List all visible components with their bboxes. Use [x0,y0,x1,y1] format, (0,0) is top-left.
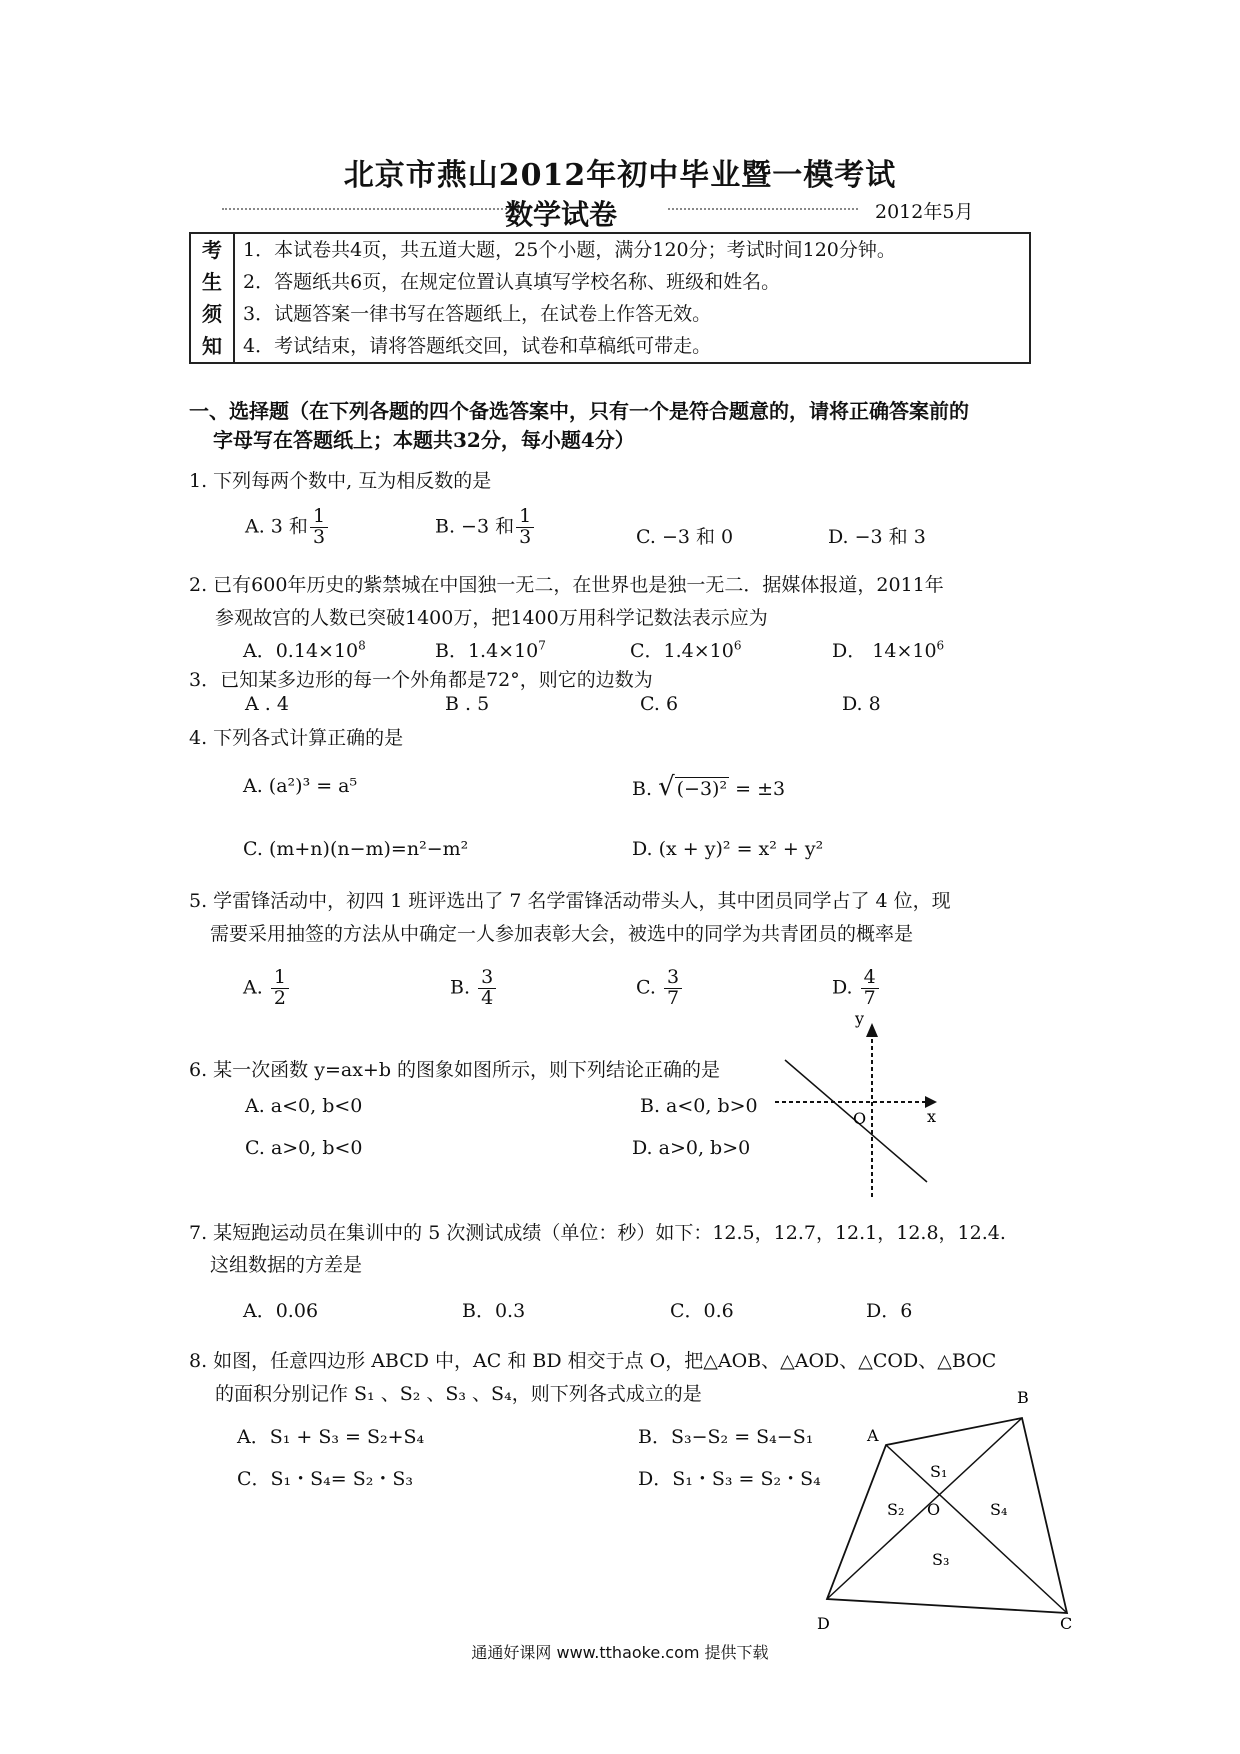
quadrilateral-outline [827,1418,1067,1613]
dotted-line-right [668,208,858,210]
fraction: $\frac{1}{3}$ [516,507,534,548]
option-label: B. −3 和 [435,515,515,538]
question-8-option-a: A．S₁ + S₃ = S₂+S₄ [237,1426,425,1448]
question-4-stem: 4. 下列各式计算正确的是 [189,727,404,749]
notice-item: 1．本试卷共4页，共五道大题，25个小题，满分120分；考试时间120分钟。 [243,239,896,261]
question-4-option-c: C. (m+n)(n−m)=n²−m² [243,838,469,860]
question-5-option-a: A. $\frac{1}{2}$ [243,968,289,1009]
notice-item: 3．试题答案一律书写在答题纸上，在试卷上作答无效。 [243,303,712,325]
sqrt-sign: √ [658,772,675,802]
question-2-stem-line2: 参观故宫的人数已突破1400万，把1400万用科学记数法表示应为 [215,607,768,629]
option-label: A. 3 和 [245,515,308,538]
vertex-d-label: D [817,1614,830,1630]
vertex-c-label: C [1060,1614,1073,1630]
question-6-stem: 6. 某一次函数 y=ax+b 的图象如图所示，则下列结论正确的是 [189,1059,721,1081]
origin-label: O [853,1109,867,1128]
question-3-option-a: A . 4 [245,693,289,715]
question-1-option-c: C. −3 和 0 [636,526,734,548]
question-4-option-a: A. (a²)³ = a⁵ [243,775,358,797]
notice-item: 4．考试结束，请将答题纸交回，试卷和草稿纸可带走。 [243,335,712,357]
question-2-option-d: D． $14\times 10^6$ [832,638,945,662]
question-8-option-b: B．S₃−S₂ = S₄−S₁ [638,1426,814,1448]
question-1-option-a [245,507,328,548]
question-7-option-c: C．0.6 [670,1300,734,1322]
question-1-option-d: D. −3 和 3 [828,526,926,548]
fraction: $\frac{3}{7}$ [664,968,682,1009]
question-6-option-c: C. a>0, b<0 [245,1137,363,1159]
section-heading-line2: 字母写在答题纸上；本题共32分，每小题4分） [213,428,635,452]
question-7-stem-line1: 7. 某短跑运动员在集训中的 5 次测试成绩（单位：秒）如下：12.5，12.7，12.1，12.8，12.4. [189,1222,1006,1244]
question-1-stem: 1. 下列每两个数中, 互为相反数的是 [189,470,492,492]
question-5-option-b: B. $\frac{3}{4}$ [450,968,496,1009]
question-7-option-b: B．0.3 [462,1300,526,1322]
notice-label-char: 知 [202,334,222,358]
exam-main-title: 北京市燕山2012年初中毕业暨一模考试 [343,158,897,193]
question-7-stem-line2: 这组数据的方差是 [210,1254,363,1276]
point-o-label: O [927,1500,941,1519]
question-5-stem-line2: 需要采用抽签的方法从中确定一人参加表彰大会，被选中的同学为共青团员的概率是 [210,923,914,945]
question-7-option-d: D．6 [866,1300,913,1322]
question-8-option-d: D．S₁・S₃ = S₂・S₄ [638,1468,821,1490]
question-6-option-b: B. a<0, b>0 [640,1095,758,1117]
question-7-option-a: A．0.06 [243,1300,319,1322]
question-3-option-b: B . 5 [445,693,490,715]
page-footer: 通通好课网 www.tthaoke.com 提供下载 [471,1643,769,1662]
dotted-line-left [222,208,522,210]
area-s2-label: S₂ [887,1500,905,1519]
fraction: $\frac{4}{7}$ [861,968,879,1009]
vertex-a-label: A [867,1426,879,1445]
notice-label-char: 须 [202,302,222,326]
question-3-option-d: D. 8 [842,693,881,715]
fraction: $\frac{3}{4}$ [478,968,496,1009]
area-s1-label: S₁ [930,1462,948,1481]
x-axis-label: x [927,1107,937,1126]
question-8-option-c: C．S₁・S₄= S₂・S₃ [237,1468,414,1490]
exam-sub-title: 数学试卷 [505,198,618,231]
notice-item: 2．答题纸共6页，在规定位置认真填写学校名称、班级和姓名。 [243,271,781,293]
diagonal-ac [886,1445,1067,1613]
question-4-option-b [632,772,785,802]
question-2-option-b: B．$1.4\times 10^7$ [435,638,546,662]
notice-items [243,234,896,362]
option-result: = ±3 [735,778,786,800]
question-2-option-a: A．$0.14\times 10^8$ [243,638,366,662]
question-3-stem: 3．已知某多边形的每一个外角都是72°，则它的边数为 [189,669,653,691]
question-3-option-c: C. 6 [640,693,679,715]
question-1-option-b [435,507,534,548]
fraction: $\frac{1}{2}$ [271,968,289,1009]
notice-label-char: 考 [202,238,222,262]
exam-date: 2012年5月 [875,201,974,223]
question-2-stem-line1: 2. 已有600年历史的紫禁城在中国独一无二，在世界也是独一无二．据媒体报道，2011年 [189,574,944,596]
area-s4-label: S₄ [990,1500,1008,1519]
radicand: (−3)² [676,778,728,800]
question-8-stem-line2: 的面积分别记作 S₁ 、S₂ 、S₃ 、S₄，则下列各式成立的是 [215,1383,702,1405]
y-axis-arrow [866,1023,878,1037]
question-5-stem-line1: 5. 学雷锋活动中，初四 1 班评选出了 7 名学雷锋活动带头人，其中团员同学占了 4 位，现 [189,890,951,912]
area-s3-label: S₃ [932,1550,950,1569]
question-8-stem-line1: 8. 如图，任意四边形 ABCD 中，AC 和 BD 相交于点 O，把△AOB、△AOD、△COD、△BOC [189,1350,997,1372]
quadrilateral-abcd-diagram [815,1385,1085,1630]
y-axis-label: y [855,1010,865,1028]
vertex-b-label: B [1017,1388,1029,1407]
fraction: $\frac{1}{3}$ [310,507,328,548]
linear-function-graph [775,1010,955,1205]
notice-label-char: 生 [202,270,222,294]
question-6-option-d: D. a>0, b>0 [632,1137,751,1159]
question-6-option-a: A. a<0, b<0 [245,1095,363,1117]
option-label: B. [632,778,653,800]
candidate-notice-box [189,232,1031,364]
notice-label [191,234,235,362]
section-heading-line1: 一、选择题（在下列各题的四个备选答案中，只有一个是符合题意的，请将正确答案前的 [189,399,969,423]
question-5-option-d: D. $\frac{4}{7}$ [832,968,879,1009]
question-4-option-d: D. (x + y)² = x² + y² [632,838,824,860]
question-5-option-c: C. $\frac{3}{7}$ [636,968,682,1009]
question-2-option-c: C．$1.4\times 10^6$ [630,638,742,662]
